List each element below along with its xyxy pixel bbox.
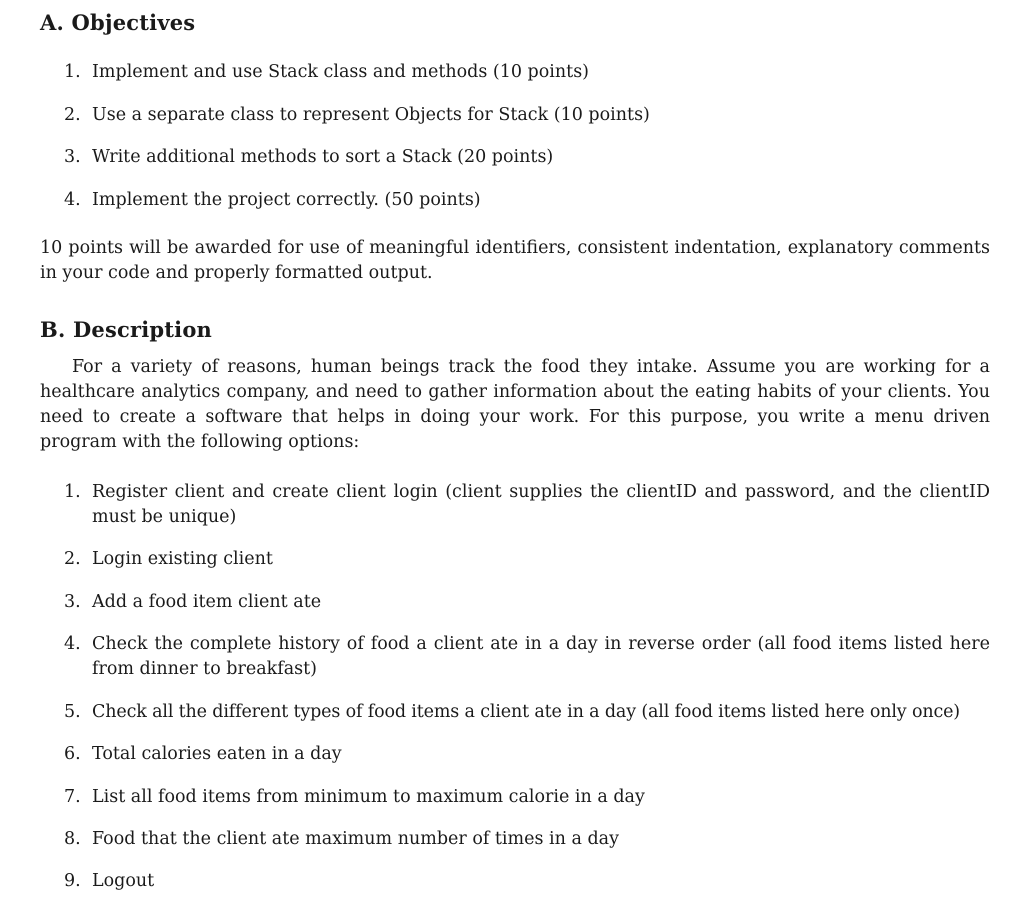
menu-option-text: Logout [92,871,155,891]
objective-item [64,145,990,170]
description-heading: B. Description [40,317,213,342]
objective-number: 2. [64,105,81,125]
menu-option-text: Check the complete history of food a client ate in a day in reverse order (all food items listed here from dinner to breakfast) [92,634,990,679]
objective-text: Write additional methods to sort a Stack (20 points) [92,147,554,167]
menu-option-text: Add a food item client ate [92,592,322,612]
menu-option-number: 8. [64,829,81,849]
objective-item [64,60,990,85]
objective-number: 3. [64,147,81,167]
objective-number: 4. [64,190,81,210]
menu-option-text: List all food items from minimum to maximum calorie in a day [92,787,645,807]
menu-option [64,632,990,682]
menu-option [64,700,990,725]
objective-text: Implement the project correctly. (50 points) [92,190,481,210]
objective-text: Use a separate class to represent Objects for Stack (10 points) [92,105,650,125]
grading-note: 10 points will be awarded for use of meaningful identifiers, consistent indentation, explanatory comments in your code and properly formatted output. [40,238,990,283]
objectives-heading: A. Objectives [40,10,196,35]
menu-option-number: 7. [64,787,81,807]
objective-number: 1. [64,62,81,82]
menu-option [64,480,990,530]
menu-option-number: 1. [64,482,81,502]
menu-option [64,547,990,572]
objective-item [64,103,990,128]
menu-option-text: Login existing client [92,549,273,569]
menu-option [64,785,990,810]
menu-option [64,827,990,852]
menu-option-number: 9. [64,871,81,891]
objective-item [64,188,990,213]
menu-option-text: Total calories eaten in a day [92,744,342,764]
menu-option-number: 5. [64,702,81,722]
menu-option-text: Check all the different types of food items a client ate in a day (all food items listed here only once) [92,702,960,722]
menu-option [64,590,990,615]
menu-option-text: Register client and create client login (client supplies the clientID and password, and the clientID must be unique) [92,482,990,527]
menu-option [64,742,990,767]
menu-option [64,869,990,894]
menu-option-number: 6. [64,744,81,764]
menu-option-text: Food that the client ate maximum number of times in a day [92,829,619,849]
objective-text: Implement and use Stack class and methods (10 points) [92,62,590,82]
menu-option-number: 3. [64,592,81,612]
menu-option-number: 4. [64,634,81,654]
description-paragraph: For a variety of reasons, human beings track the food they intake. Assume you are working for a healthcare analytics company, and need to gather information about the eating habits of your clients. You need to create a software that helps in doing your work. For this purpose, you write a menu driven program with the following options: [40,357,990,452]
menu-option-number: 2. [64,549,81,569]
